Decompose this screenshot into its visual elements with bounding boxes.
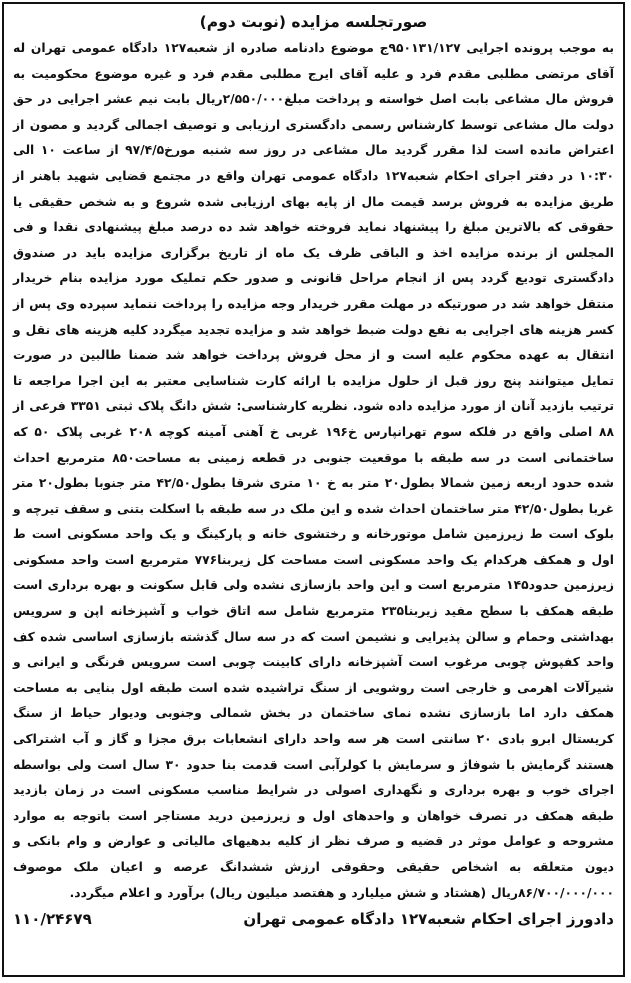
notice-footer [13,910,614,928]
notice-reference-code: ۱۱۰/۲۴۶۷۹ [13,910,92,929]
notice-body: به موجب پرونده اجرایی ۹۵۰۱۳۱/۱۲۷ج موضوع دادنامه صادره از شعبه۱۲۷ دادگاه عمومی تهران له آقای مرتضی مطلبی مقدم فرد و علیه آقای ایرج مطلبی مقدم فرد و غیره موضوع محکومیت به فروش مال مشاعی بابت اصل خواسته و پرداخت مبلغ۲/۵۵۰/۰۰۰ریال بابت نیم عشر اجرایی در حق دولت مال مشاعی توسط کارشناس رسمی دادگستری ارزیابی و توصیف اجمالی گردید و مصون از اعتراض مانده است لذا مقرر گردید مال مشاعی در روز سه شنبه مورخ۹۷/۴/۵ از ساعت ۱۰ الی ۱۰:۳۰ در دفتر اجرای احکام شعبه۱۲۷ دادگاه عمومی تهران واقع در مجتمع قضایی شهید باهنر از طریق مزایده به فروش برسد قیمت مال از پایه بهای ارزیابی شده شروع و به شخص حقیقی یا حقوقی که بالاترین مبلغ را پیشنهاد نماید فروخته خواهد شد ده درصد مبلغ پیشنهادی نقدا و فی المجلس از برنده مزایده اخذ و الباقی ظرف یک ماه از تاریخ برگزاری مزایده باید در صندوق دادگستری تودیع گردد پس از انجام مراحل قانونی و صدور حکم تملیک مورد مزایده بنام خریدار منتقل خواهد شد در صورتیکه در مهلت مقرر خریدار وجه مزایده را پرداخت ننماید سپرده وی پس از کسر هزینه های اجرایی به نفع دولت ضبط خواهد شد و مزایده تجدید میگردد کلیه هزینه های نقل و انتقال به عهده محکوم علیه است و از محل فروش پرداخت خواهد شد ضمنا طالبین در صورت تمایل میتوانند پنج روز قبل از حلول مزایده با ارائه کارت شناسایی معتبر به این اجرا مراجعه تا ترتیب بازدید آنان از مورد مزایده داده شود. نظریه کارشناسی: شش دانگ پلاک ثبتی ۳۳۵۱ فرعی از ۸۸ اصلی واقع در فلکه سوم تهرانپارس خ۱۹۶ غربی خ آهنی آمینه کوچه ۲۰۸ غربی پلاک ۵۰ که ساختمانی است در سه طبقه با موقعیت جنوبی در قطعه زمینی به مساحت۸۵۰ مترمربع احداث شده حدود اربعه زمین شمالا بطول۲۰ متر به خ ۱۰ متری شرقا بطول۴۲/۵۰ متر جنوبا بطول۲۰ متر غربا بطول۴۲/۵۰ متر ساختمان احداث شده و این ملک در سه طبقه با اسکلت بتنی و سقف تیرچه و بلوک است ط زیرزمین شامل موتورخانه و رختشوی خانه و پارکینگ و یک واحد مسکونی است ط اول و همکف هرکدام یک واحد مسکونی است مساحت کل زیربنا۷۷۶ مترمربع است واحد مسکونی زیرزمین حدود۱۴۵ مترمربع است و این واحد بازسازی نشده ولی قابل سکونت و بهره برداری است طبقه همکف با سطح مفید زیربنا۲۳۵ مترمربع شامل سه اتاق خواب و آشپزخانه اپن و سرویس بهداشتی وحمام و سالن پذیرایی و نشیمن است که در سه سال گذشته بازسازی اساسی شده کف واحد کفپوش چوبی مرغوب است آشپزخانه دارای کابینت چوبی است سرویس فرنگی و ایرانی و شیرآلات اهرمی و خارجی است روشویی از سنگ تراشیده شده است طبقه اول بنایی به مساحت همکف دارد اما بازسازی نشده نمای ساختمان در بخش شمالی وجنوبی ودیوار حیاط از سنگ کریستال ابرو بادی ۲۰ سانتی است هر سه واحد دارای انشعابات برق مجزا و گاز و آب اشتراکی هستند گرمایش با شوفاژ و سرمایش با کولرآبی است قدمت بنا حدود ۳۰ سال است ولی بواسطه اجرای خوب و بهره برداری و نگهداری اصولی در شرایط مناسب مسکونی است در زمان بازدید طبقه همکف در تصرف خواهان و واحدهای اول و زیرزمین درید مستاجر است باتوجه به موارد مشروحه و عوامل موثر در قضیه و صرف نظر از کلیه بدهیهای مالیاتی و عوارض و وام بانکی و دیون متعلقه به اشخاص حقیقی وحقوقی ارزش ششدانگ عرصه و اعیان ملک موصوف ۸۶/۷۰۰/۰۰۰/۰۰۰ریال (هشتاد و شش میلیارد و هفتصد میلیون ریال) برآورد و اعلام میگردد. [13,41,615,900]
issuing-authority: دادورز اجرای احکام شعبه۱۲۷ دادگاه عمومی تهران [243,910,614,929]
notice-title: صورتجلسه مزایده (نوبت دوم) [199,13,428,31]
legal-notice-box [2,2,625,977]
